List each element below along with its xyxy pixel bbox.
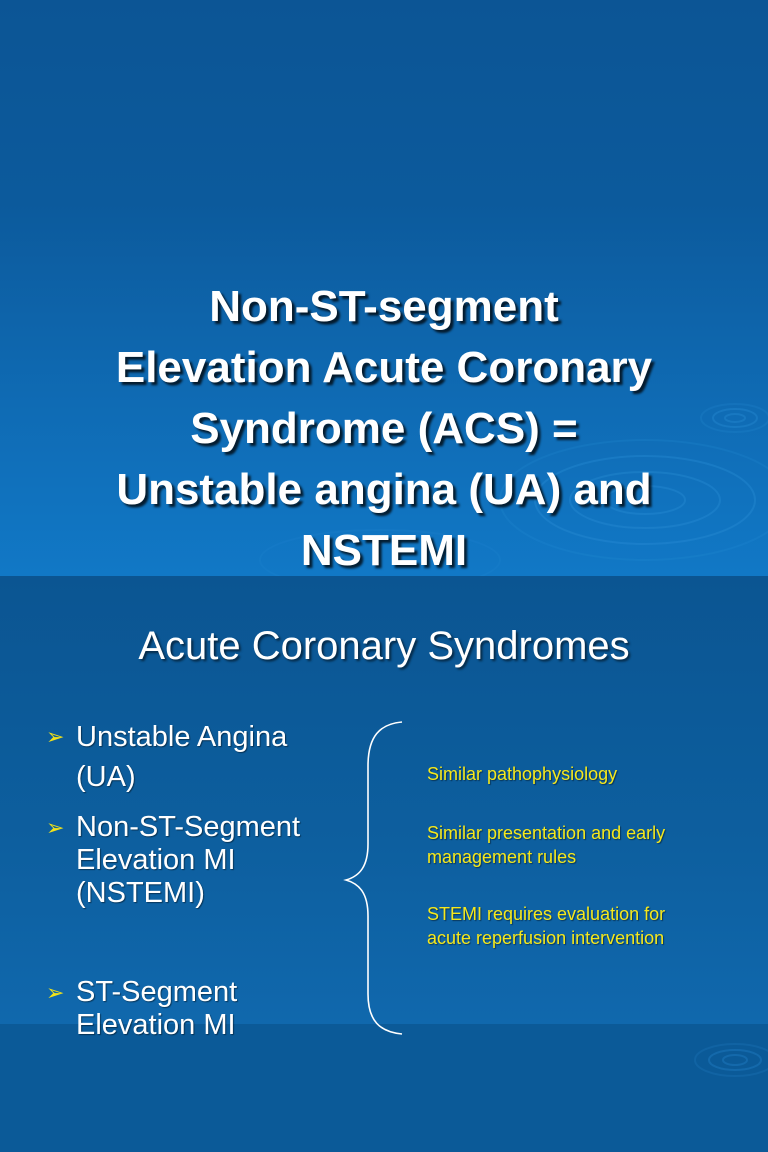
bullet-line: ST-Segment [76,976,238,1008]
note-presentation [427,821,665,869]
note-line: STEMI requires evaluation for [427,904,666,924]
bullet-line: Elevation MI [76,1009,236,1041]
title-line: Elevation Acute Coronary [115,343,653,392]
bullet-nstemi [46,811,300,910]
bullet-line: (UA) [76,761,136,793]
note-line: Similar presentation and early [427,823,666,843]
curly-brace-icon [328,716,408,1036]
title-line: NSTEMI [300,526,468,575]
slide-title: Acute Coronary Syndromes [138,624,630,668]
bullet-line: (NSTEMI) [76,877,205,909]
content-slide [0,576,768,1041]
note-line: acute reperfusion intervention [427,928,665,948]
note-stemi-reperfusion [427,902,665,950]
note-line: Similar pathophysiology [427,764,618,784]
bullet-stemi [46,976,237,1042]
note-pathophysiology [427,762,617,786]
bullet-line: Elevation MI [76,844,236,876]
arrow-bullet-icon: ➢ [46,724,65,749]
title-line: Non-ST-segment [209,282,559,331]
arrow-bullet-icon: ➢ [46,980,65,1005]
title-line: Unstable angina (UA) and [116,465,652,514]
note-line: management rules [427,847,577,867]
arrow-bullet-icon: ➢ [46,815,65,840]
title-line: Syndrome (ACS) = [190,404,578,453]
bullet-line: Unstable Angina [76,721,288,753]
bullet-unstable-angina [46,720,287,800]
slide-title [40,276,728,581]
bullet-line: Non-ST-Segment [76,811,301,843]
